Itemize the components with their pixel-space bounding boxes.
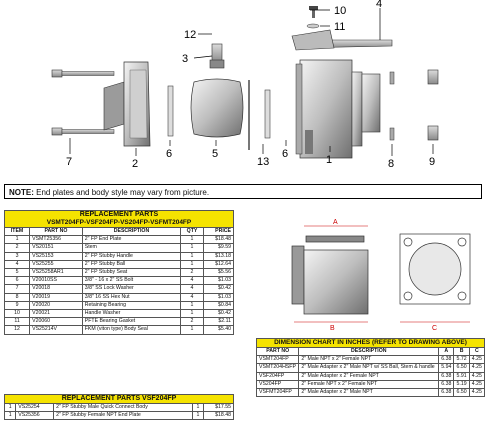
column-header: ITEM	[5, 228, 30, 236]
handle-part	[292, 30, 392, 50]
table-cell: V20010SS	[30, 277, 83, 285]
drawing-side-body	[304, 250, 368, 314]
table-cell: VS25214V	[30, 326, 83, 334]
valve-body-part	[296, 60, 380, 158]
table-cell: 1	[5, 404, 16, 412]
table-cell: 4	[181, 285, 204, 293]
table-cell: $18.48	[204, 412, 234, 420]
lock-washer-part	[390, 128, 394, 140]
table-cell: 10	[5, 310, 30, 318]
table-row	[5, 404, 234, 412]
table-cell: VSMT204HSFP	[257, 364, 299, 372]
table-cell: 2" FP Stubby Ball	[82, 260, 180, 268]
callout-11: 11	[334, 21, 346, 33]
callout-6-right: 6	[282, 148, 289, 160]
table-cell: 6.38	[439, 372, 454, 380]
table-cell: 1	[181, 236, 204, 244]
table-row	[257, 364, 485, 372]
table-cell: 2" Female NPT x 2" Female NPT	[299, 380, 439, 388]
table-cell: V20019	[30, 293, 83, 301]
table-cell: 6.38	[439, 356, 454, 364]
vsf-title: REPLACEMENT PARTS VSF204FP	[61, 395, 177, 402]
table-row	[5, 293, 234, 301]
table-cell: Retaining Bearing	[82, 301, 180, 309]
table-row	[257, 356, 485, 364]
dimension-title: DIMENSION CHART IN INCHES (REFER TO DRAWING ABOVE)	[274, 339, 467, 346]
lock-washer-part	[390, 72, 394, 84]
table-row	[5, 310, 234, 318]
note-box	[4, 184, 482, 199]
table-cell: 4.25	[469, 364, 484, 372]
drawing-side-thread	[292, 246, 304, 304]
table-cell: 2" FP End Plate	[82, 236, 180, 244]
dimension-b-label: B	[330, 325, 335, 331]
table-row	[257, 389, 485, 397]
note-text: End plates and body style may vary from picture.	[33, 188, 210, 197]
dimension-a-label: A	[333, 219, 338, 226]
table-cell: 2" FP Stubby Handle	[82, 252, 180, 260]
table-cell: 4.25	[469, 356, 484, 364]
table-cell: 2" Male Adapter x 2" Male NPT w/ SS Ball, Stem & handle	[299, 364, 439, 372]
table-cell: $5.56	[203, 269, 233, 277]
vsf-title-cell	[5, 395, 234, 404]
dimension-c-label: C	[432, 325, 438, 331]
drawing-front-bore	[409, 243, 461, 295]
table-cell: 3/8" - 16 x 2" SS Bolt	[82, 277, 180, 285]
table-cell: 12	[5, 326, 30, 334]
table-cell: 2	[5, 244, 30, 252]
table-cell: 6.50	[454, 364, 469, 372]
table-cell: 5.91	[454, 372, 469, 380]
table-row	[5, 269, 234, 277]
table-cell: 2" Male Adapter x 2" Female NPT	[299, 372, 439, 380]
table-row	[257, 372, 485, 380]
callout-8: 8	[388, 158, 395, 170]
column-header: PART NO	[257, 348, 299, 356]
table-cell: 6.38	[439, 389, 454, 397]
table-cell: VS25153	[30, 252, 83, 260]
table-cell: 4.25	[469, 380, 484, 388]
table-row	[5, 412, 234, 420]
table-cell: Stem	[82, 244, 180, 252]
table-cell: VS25258AR1	[30, 269, 83, 277]
table-header-row	[257, 348, 485, 356]
drawing-bolt-hole	[404, 238, 412, 246]
table-cell: 1	[181, 310, 204, 318]
stem-part	[210, 44, 224, 68]
column-header: DESCRIPTION	[82, 228, 180, 236]
table-row	[5, 244, 234, 252]
table-cell: 1	[192, 412, 203, 420]
callout-13: 13	[257, 156, 270, 168]
table-cell: $0.42	[203, 285, 233, 293]
table-cell: $0.42	[203, 310, 233, 318]
vsf-parts-table	[4, 394, 234, 420]
table-cell: $1.03	[203, 293, 233, 301]
table-cell: $1.03	[203, 277, 233, 285]
seat-ring-right-part	[265, 90, 270, 138]
column-header: C	[469, 348, 484, 356]
callout-5: 5	[212, 148, 219, 160]
table-cell: 2" FP Stubby Male Quick Connect Body	[54, 404, 193, 412]
table-cell: 1	[181, 301, 204, 309]
table-cell: 1	[5, 236, 30, 244]
table-cell: 4.25	[469, 389, 484, 397]
table-row	[5, 285, 234, 293]
table-cell: $2.11	[203, 318, 233, 326]
ball-part	[191, 79, 243, 137]
column-header: A	[439, 348, 454, 356]
table-cell: 4	[181, 293, 204, 301]
table-cell: V20021	[30, 310, 83, 318]
table-cell: $13.18	[203, 252, 233, 260]
table-cell: $17.55	[204, 404, 234, 412]
table-cell: 5	[5, 269, 30, 277]
table-cell: 11	[5, 318, 30, 326]
exploded-view-diagram	[0, 0, 488, 185]
table-cell: 6	[5, 277, 30, 285]
table-row	[5, 326, 234, 334]
table-cell: 2" Male NPT x 2" Female NPT	[299, 356, 439, 364]
callout-12: 12	[184, 29, 197, 41]
note-label: NOTE:	[9, 188, 34, 197]
table-row	[257, 380, 485, 388]
callout-4: 4	[376, 0, 383, 10]
table-cell: $0.84	[203, 301, 233, 309]
table-cell: 1	[181, 244, 204, 252]
table-cell: 9	[5, 301, 30, 309]
table-cell: VSMT25356	[30, 236, 83, 244]
dimension-drawing	[280, 216, 480, 331]
replacement-parts-title: REPLACEMENT PARTS	[79, 211, 159, 218]
table-cell: VS20151	[30, 244, 83, 252]
table-row	[5, 260, 234, 268]
table-cell: 1	[181, 252, 204, 260]
callout-9: 9	[429, 156, 436, 168]
table-cell: VSF204FP	[257, 372, 299, 380]
drawing-bolt-hole	[404, 292, 412, 300]
table-cell: 1	[5, 412, 16, 420]
table-row	[5, 318, 234, 326]
table-row	[5, 301, 234, 309]
table-cell: 3/8" SS Lock Washer	[82, 285, 180, 293]
column-header: PART NO	[30, 228, 83, 236]
table-cell: 2" Male Adapter x 2" Male NPT	[299, 389, 439, 397]
callout-3: 3	[182, 53, 189, 65]
column-header: QTY	[181, 228, 204, 236]
table-cell: VS25255	[30, 260, 83, 268]
table-row	[5, 277, 234, 285]
table-cell: 1	[192, 404, 203, 412]
column-header: DESCRIPTION	[299, 348, 439, 356]
table-row	[5, 252, 234, 260]
table-cell: V20060	[30, 318, 83, 326]
table-cell: 5.94	[439, 364, 454, 372]
table-cell: 5.19	[454, 380, 469, 388]
dimension-chart-table	[256, 338, 485, 397]
drawing-bolt-hole	[458, 238, 466, 246]
table-cell: $12.64	[203, 260, 233, 268]
seat-ring-left-part	[168, 86, 173, 136]
table-cell: 2	[181, 269, 204, 277]
table-cell: 4	[181, 277, 204, 285]
table-cell: 3/8" 16 SS Hex Nut	[82, 293, 180, 301]
table-cell: V20020	[30, 301, 83, 309]
table-cell: 4.25	[469, 372, 484, 380]
drawing-side-handle	[306, 236, 364, 242]
table-cell: 7	[5, 285, 30, 293]
callout-6-left: 6	[166, 148, 173, 160]
table-cell: $5.40	[203, 326, 233, 334]
table-cell: Handle Washer	[82, 310, 180, 318]
table-cell: VS204FP	[257, 380, 299, 388]
table-cell: FKM (viton type) Body Seal	[82, 326, 180, 334]
column-header: B	[454, 348, 469, 356]
table-cell: $18.48	[203, 236, 233, 244]
column-header: PRICE	[203, 228, 233, 236]
table-cell: VS25254	[16, 404, 54, 412]
handle-screw-part	[309, 6, 318, 18]
table-cell: 5.72	[454, 356, 469, 364]
callout-2: 2	[132, 158, 139, 170]
handle-washer-part	[307, 24, 319, 28]
replacement-parts-table	[4, 210, 234, 335]
table-header-row	[5, 228, 234, 236]
table-cell: 6.38	[439, 380, 454, 388]
hex-nut-part	[428, 70, 438, 84]
replacement-parts-title-cell	[5, 211, 234, 228]
replacement-parts-subtitle: VSMT204FP-VSF204FP-VS204FP-VSFMT204FP	[46, 219, 192, 226]
hex-nut-part	[428, 126, 438, 140]
table-cell: 8	[5, 293, 30, 301]
callout-10: 10	[334, 5, 347, 17]
callout-7: 7	[66, 156, 73, 168]
table-cell: V20018	[30, 285, 83, 293]
table-cell: 3	[5, 252, 30, 260]
callout-1: 1	[326, 154, 333, 166]
table-cell: 6.50	[454, 389, 469, 397]
table-cell: 1	[181, 260, 204, 268]
table-cell: 4	[5, 260, 30, 268]
table-cell: $9.59	[203, 244, 233, 252]
table-cell: 2	[181, 318, 204, 326]
table-cell: VS25356	[16, 412, 54, 420]
drawing-bolt-hole	[458, 292, 466, 300]
body-seal-part	[248, 80, 250, 150]
table-cell: 1	[181, 326, 204, 334]
table-cell: 2" FP Stubby Female NPT End Plate	[54, 412, 193, 420]
table-row	[5, 236, 234, 244]
table-cell: VSFMT204FP	[257, 389, 299, 397]
table-cell: 2" FP Stubby Seat	[82, 269, 180, 277]
table-cell: VSMT204FP	[257, 356, 299, 364]
table-cell: PFTE Bearing Gasket	[82, 318, 180, 326]
dimension-title-cell	[257, 339, 485, 348]
